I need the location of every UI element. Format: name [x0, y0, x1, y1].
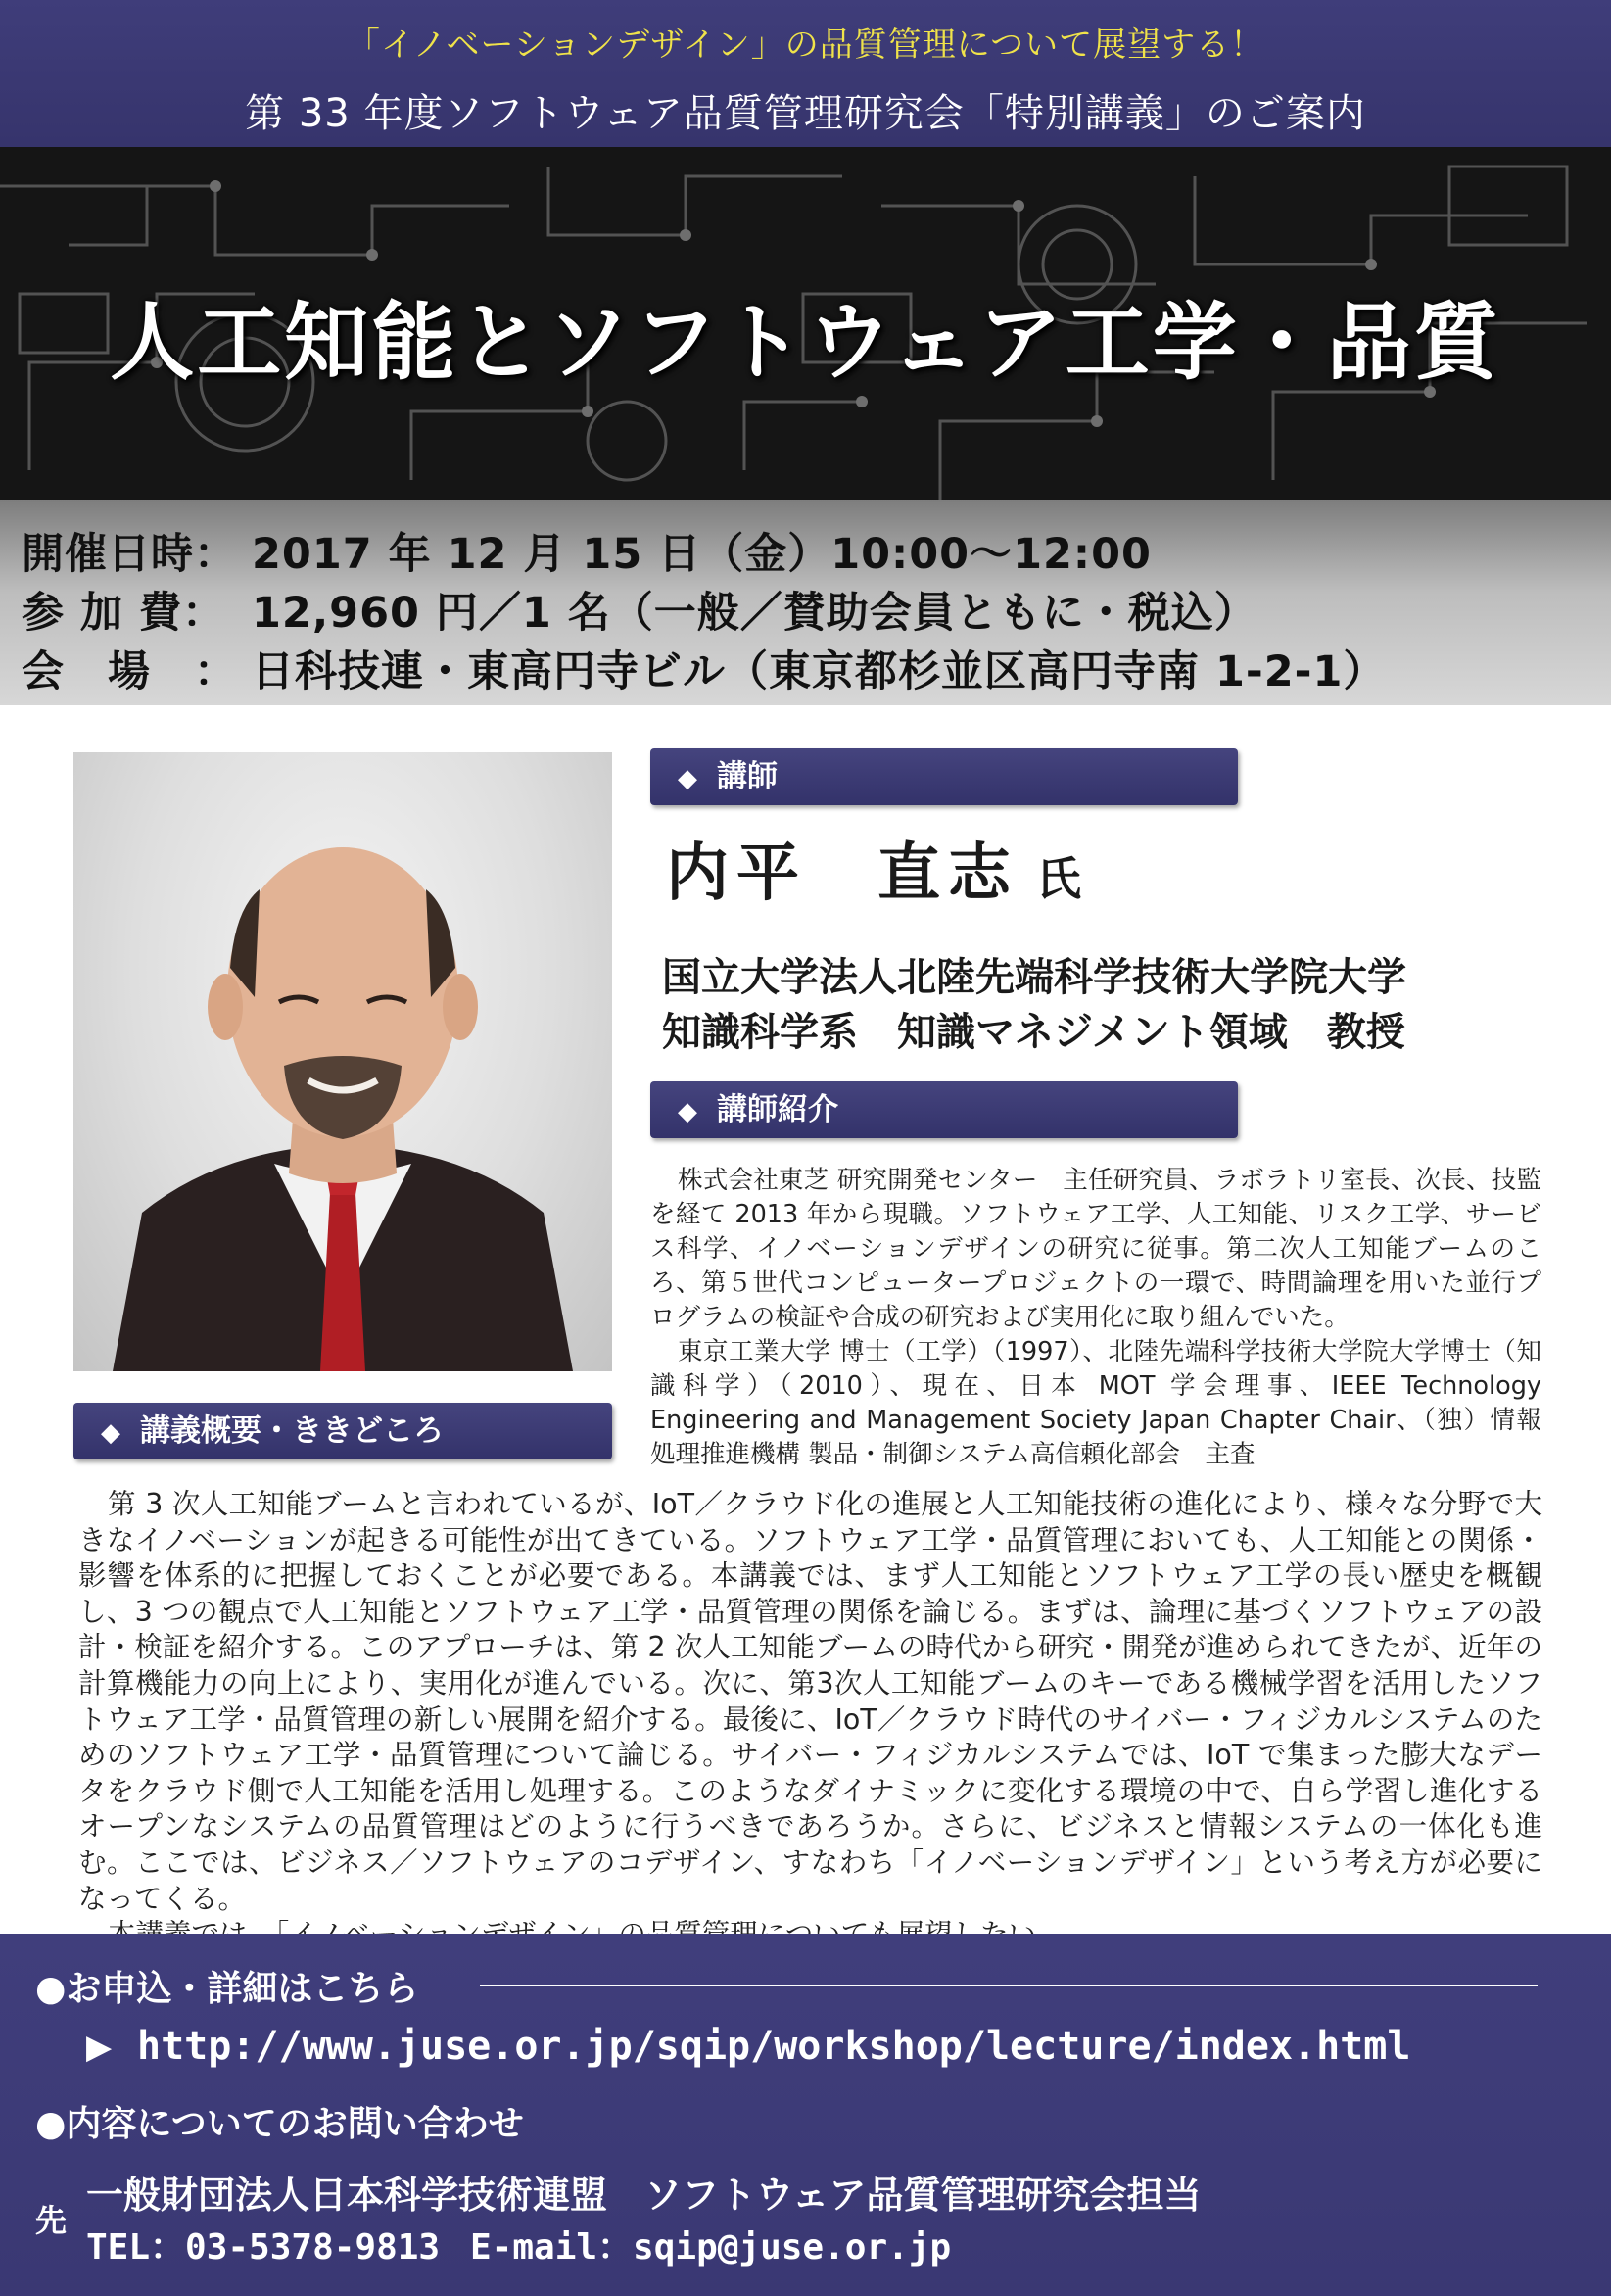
diamond-icon: ◆	[101, 1418, 120, 1448]
page-title: 人工知能とソフトウェア工学・品質	[110, 294, 1501, 392]
overview-body	[78, 1487, 1542, 1953]
event-venue-label: 会 場 ：	[22, 647, 237, 696]
lecturer-bio	[650, 1164, 1541, 1472]
profile-section-header	[650, 1081, 1238, 1138]
event-venue-value: 日科技連・東高円寺ビル（東京都杉並区高円寺南 1-2-1）	[252, 647, 1387, 696]
header-subtitle-top: 「イノベーションデザイン」の品質管理について展望する！	[346, 25, 1265, 65]
diamond-icon: ◆	[678, 1097, 697, 1126]
lecturer-photo	[73, 752, 612, 1371]
event-date-row	[22, 521, 1152, 581]
footer	[0, 1934, 1611, 2296]
contact-heading: ●内容についてのお問い合わせ	[35, 2104, 524, 2144]
bio-paragraph: 東京工業大学 博士（工学）（1997）、北陸先端科学技術大学院大学博士（知識科学）（2010）、現在、日本 MOT 学会理事、IEEE Technology Engineering and Management Society Japan Chapter Chair、（独）情報処理推進機構 製品・制御システム高信頼化部会 主査	[650, 1337, 1541, 1469]
bio-paragraph: 株式会社東芝 研究開発センター 主任研究員、ラボラトリ室長、次長、技監を経て 2013 年から現職。ソフトウェア工学、人工知能、リスク工学、サービス科学、イノベーションデザインの研究に従事。第二次人工知能ブームのころ、第５世代コンピュータープロジェクトの一環で、時間論理を用いた並行プログラムの検証や合成の研究および実用化に取り組んでいた。	[650, 1166, 1541, 1332]
lecturer-affiliation-1: 国立大学法人北陸先端科学技術大学院大学	[662, 955, 1406, 1000]
overview-paragraph: 第 3 次人工知能ブームと言われているが、IoT／クラウド化の進展と人工知能技術の進化により、様々な分野で大きなイノベーションが起きる可能性が出てきている。ソフトウェア工学・品質管理においても、人工知能との関係・影響を体系的に把握しておくことが必要である。本講義では、まず人工知能とソフトウェア工学の長い歴史を概観し、3 つの観点で人工知能とソフトウェア工学・品質管理の関係を論じる。まずは、論理に基づくソフトウェアの設計・検証を紹介する。このアプローチは、第 2 次人工知能ブームの時代から研究・開発が進められてきたが、近年の計算機能力の向上により、実用化が進んでいる。次に、第3次人工知能ブームのキーである機械学習を活用したソフトウェア工学・品質管理の新しい展開を紹介する。最後に、IoT／クラウド時代のサイバー・フィジカルシステムのためのソフトウェア工学・品質管理について論じる。サイバー・フィジカルシステムでは、IoT で集まった膨大なデータをクラウド側で人工知能を活用し処理する。このようなダイナミックに変化する環境の中で、自ら学習し進化するオープンなシステムの品質管理はどのように行うべきであろうか。さらに、ビジネスと情報システムの一体化も進む。ここでは、ビジネス／ソフトウェアのコデザイン、すなわち「イノベーションデザイン」という考え方が必要になってくる。	[78, 1488, 1543, 1915]
lecturer-section-header	[650, 748, 1238, 805]
profile-section-label: 講師紹介	[717, 1092, 838, 1127]
lecturer-honorific: 氏	[1036, 852, 1081, 905]
apply-url-link[interactable]: http://www.juse.or.jp/sqip/workshop/lecture/index.html	[137, 2024, 1411, 2069]
apply-heading: ●お申込・詳細はこちら	[35, 1969, 419, 2009]
event-venue-row	[22, 639, 1386, 698]
divider	[480, 1985, 1538, 1986]
event-date-value: 2017 年 12 月 15 日（金）10:00〜12:00	[252, 530, 1152, 579]
lecturer-section-label: 講師	[717, 759, 778, 794]
arrow-right-icon: ▶	[86, 2028, 113, 2067]
lecturer-name	[666, 823, 1081, 913]
overview-section-label: 講義概要・ききどころ	[140, 1413, 444, 1449]
contact-side-char: 先	[35, 2202, 68, 2239]
contact-organization: 一般財団法人日本科学技術連盟 ソフトウェア品質管理研究会担当	[86, 2174, 1202, 2217]
event-date-label: 開催日時：	[22, 530, 237, 579]
contact-email-link[interactable]: E-mail：sqip@juse.or.jp	[470, 2227, 952, 2268]
diamond-icon: ◆	[678, 764, 697, 793]
event-fee-label: 参 加 費：	[22, 589, 225, 638]
contact-tel: TEL：03-5378-9813	[86, 2227, 441, 2268]
header-subtitle-main: 第 33 年度ソフトウェア品質管理研究会「特別講義」のご案内	[245, 91, 1366, 136]
lecturer-affiliation-2: 知識科学系 知識マネジメント領域 教授	[662, 1010, 1405, 1055]
overview-section-header	[73, 1403, 612, 1459]
lecturer-name-text: 内平 直志	[666, 837, 1019, 910]
event-fee-row	[22, 580, 1257, 640]
event-fee-value: 12,960 円／1 名（一般／賛助会員ともに・税込）	[252, 589, 1257, 638]
portrait-illustration	[73, 752, 612, 1371]
